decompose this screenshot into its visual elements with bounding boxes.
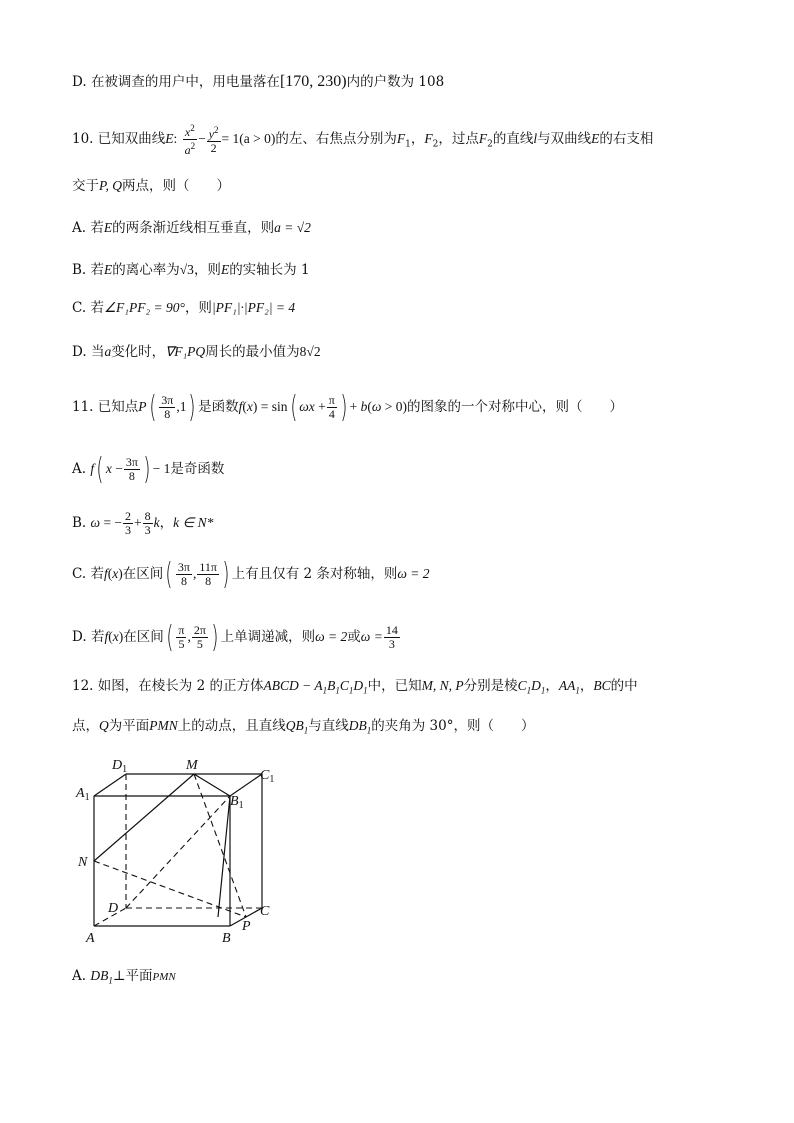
label-P: P [242,919,251,934]
segment-MB1 [194,774,230,796]
label-N: N [78,855,88,870]
label-D: D [108,901,119,916]
q11-option-b: B. ω = − $\frac{2}{3}$ + $\frac{8}{3}$ k，k ∈ N* [72,509,214,537]
fraction: $\frac{y^2}{2}$ [208,125,219,155]
label-B: B [222,931,231,946]
label-A: A [86,931,95,946]
segment-NM [94,774,194,861]
label-B1: $B_1$ [230,794,244,811]
cube-figure [72,752,292,948]
edge-A1D1 [94,774,126,796]
q10-stem: 10. 已知双曲线E: $\frac{x^2}{a^2}$ − $\frac{y^2}{2}$ = 1(a > 0)的左、右焦点分别为$F_1$，$F_2$，过点$F_2$的直线l与双曲线E的右支相 [72,123,654,157]
q9-option-d: D. 在被调查的用户中，用电量落在[170, 230)内的户数为 108 [72,73,445,90]
segment-B1P [218,796,230,917]
label-M: M [186,758,198,773]
q11-option-d: D. 若f(x)在区间( $\frac{\pi}{5}$ , $\frac{2\pi}{5}$ ) 上单调递减，则ω = 2或ω = $\frac{14}{3}$ [72,619,398,655]
q12-stem: 12. 如图，在棱长为 2 的正方体ABCD − $A_1B_1C_1D_1$中，已知M, N, P分别是棱$C_1D_1$，$AA_1$，BC的中 [72,678,638,696]
fraction: $\frac{x^2}{a^2}$ [184,123,196,157]
label-A1: $A_1$ [76,786,90,803]
q12-option-a: A. $DB_1\perp$平面PMN [72,968,176,986]
label-C1: $C_1$ [260,768,275,785]
label-D1: $D_1$ [112,758,128,775]
q10-option-a: A. 若E的两条渐近线相互垂直，则a = √2 [72,220,311,236]
q11-option-c: C. 若f(x)在区间( $\frac{3\pi}{8}$ , $\frac{11\pi}{8}$ ) 上有且仅有 2 条对称轴，则ω = 2 [72,556,430,592]
label-C: C [260,904,270,919]
edge-B1C1 [230,774,262,796]
q10-stem-line2: 交于P, Q两点，则（ ） [72,178,231,194]
diagonal-DB1-hidden [126,796,230,908]
q12-stem-line2: 点，Q为平面PMN上的动点，且直线$QB_1$与直线$DB_1$的夹角为 30°，则（ ） [72,718,535,736]
q10-option-c: C. 若∠F₁PF₂ = 90°，则|PF₁|·|PF₂| = 4 [72,300,296,316]
q10-option-b: B. 若E的离心率为√3，则E的实轴长为 1 [72,262,310,278]
q11-option-a: A. f( x − $\frac{3\pi}{8}$ ) − 1是奇函数 [72,451,225,487]
q11-stem: 11. 已知点P( $\frac{3\pi}{8}$ ,1) 是函数f(x) = sin( ωx + $\frac{\pi}{4}$ ) + b(ω > 0)的图象的一个对称中心，则（ ） [72,389,623,425]
q10-option-d: D. 当a变化时，∇F₁PQ周长的最小值为8√2 [72,344,321,360]
